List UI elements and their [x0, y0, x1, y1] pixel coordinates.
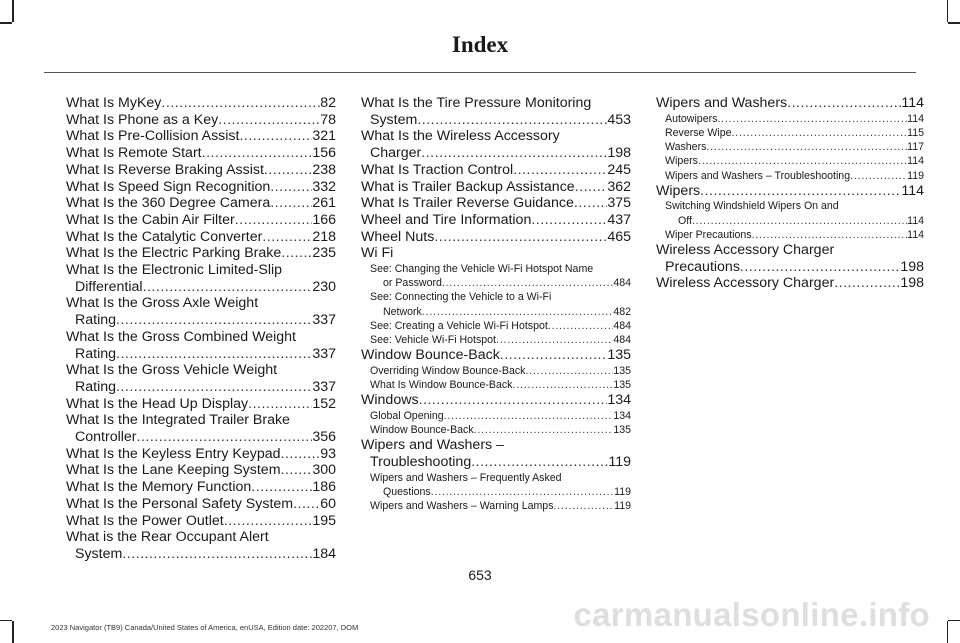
entry-text: What Is Pre-Collision Assist — [66, 128, 240, 145]
page-reference[interactable]: 135 — [613, 364, 631, 377]
page-reference[interactable]: 135 — [607, 347, 631, 364]
entry-text: Wipers and Washers – Frequently Asked — [370, 471, 562, 484]
index-entry — [361, 347, 631, 364]
index-entry — [66, 95, 336, 112]
entry-text: What Is the Wireless Accessory — [361, 128, 560, 145]
index-entry — [66, 179, 336, 196]
leader-dots — [740, 259, 900, 276]
index-entry — [361, 128, 631, 161]
entry-text: Window Bounce-Back — [370, 424, 474, 437]
crop-mark — [948, 620, 960, 622]
leader-dots — [752, 228, 908, 242]
entry-text: What is Trailer Backup Assistance — [361, 178, 575, 195]
leader-dots — [122, 546, 312, 563]
page-title: Index — [451, 32, 509, 57]
index-entry — [66, 529, 336, 562]
entry-text: Precautions — [665, 258, 740, 275]
index-subentry — [361, 499, 631, 513]
entry-text: What Is the 360 Degree Camera — [66, 195, 271, 212]
crop-mark — [12, 621, 14, 643]
entry-text: Off — [678, 214, 692, 227]
entry-text: Wipers and Washers — [656, 95, 788, 111]
leader-dots — [262, 229, 312, 246]
page-reference[interactable]: 437 — [607, 211, 631, 228]
index-entry — [361, 195, 631, 212]
entry-text: What Is the Electric Parking Brake — [66, 245, 282, 262]
index-entry — [66, 295, 336, 328]
entry-text: What Is Trailer Reverse Guidance — [361, 195, 574, 212]
index-entry — [66, 446, 336, 463]
leader-dots — [574, 195, 607, 212]
page-reference[interactable]: 465 — [607, 228, 631, 245]
leader-dots — [116, 312, 312, 329]
entry-text: System — [370, 111, 418, 128]
page-reference[interactable]: 135 — [613, 379, 631, 392]
leader-dots — [116, 346, 312, 363]
edition-note: 2023 Navigator (TB9) Canada/United States of America, enUSA, Edition date: 202207, DOM — [51, 623, 359, 632]
entry-text: Global Opening — [370, 410, 444, 423]
page-reference[interactable]: 114 — [907, 112, 924, 125]
leader-dots — [431, 485, 614, 499]
leader-dots — [442, 276, 613, 290]
entry-text: Wipers and Washers – Troubleshooting — [665, 169, 851, 182]
leader-dots — [137, 429, 313, 446]
index-entry — [361, 95, 631, 128]
leader-dots — [500, 347, 608, 364]
crop-mark — [0, 22, 12, 24]
index-entry — [66, 162, 336, 179]
page-reference[interactable]: 134 — [613, 410, 631, 423]
leader-dots — [419, 392, 608, 409]
page-reference[interactable]: 362 — [607, 178, 631, 195]
leader-dots — [513, 162, 607, 179]
page-reference[interactable]: 375 — [607, 195, 631, 212]
page-reference[interactable]: 119 — [614, 486, 631, 499]
entry-text: Rating — [75, 312, 117, 329]
page-reference[interactable]: 332 — [312, 178, 336, 195]
index-entry — [361, 392, 631, 409]
entry-text: What Is the Head Up Display — [66, 395, 249, 412]
entry-text: What Is the Gross Axle Weight — [66, 295, 259, 312]
entry-text: What Is the Tire Pressure Monitoring — [361, 95, 592, 111]
page-reference[interactable]: 115 — [907, 126, 924, 139]
index-entry — [361, 162, 631, 179]
crop-mark — [947, 0, 949, 22]
entry-text: Wheel and Tire Information — [361, 211, 532, 228]
entry-text: Wheel Nuts — [361, 228, 435, 245]
page-reference[interactable]: 60 — [320, 495, 336, 512]
watermark: carmanualsonline.info — [573, 596, 930, 633]
page-reference[interactable]: 484 — [613, 334, 631, 347]
leader-dots — [248, 396, 312, 413]
entry-text: What is the Rear Occupant Alert — [66, 529, 269, 546]
leader-dots — [251, 479, 312, 496]
page-reference[interactable]: 114 — [901, 95, 924, 111]
page-reference[interactable]: 119 — [608, 454, 631, 471]
index-subentry — [361, 364, 631, 378]
index-subentry — [656, 140, 924, 154]
index-entry — [66, 412, 336, 445]
page-reference[interactable]: 195 — [312, 512, 336, 529]
leader-dots — [235, 212, 313, 229]
page-reference[interactable]: 119 — [614, 500, 631, 513]
leader-dots — [496, 333, 613, 347]
index-entry — [66, 212, 336, 229]
index-entry — [66, 496, 336, 513]
page-reference[interactable]: 218 — [312, 228, 336, 245]
page-reference[interactable]: 261 — [312, 195, 336, 212]
page-reference[interactable]: 321 — [312, 128, 336, 145]
page-reference[interactable]: 198 — [900, 275, 924, 292]
page-reference[interactable]: 235 — [312, 245, 336, 262]
index-entry — [66, 462, 336, 479]
page-reference[interactable]: 453 — [607, 111, 631, 128]
leader-dots — [471, 454, 608, 471]
entry-text: What Is the Integrated Trailer Brake — [66, 412, 290, 429]
entry-text: Wi Fi — [361, 245, 394, 262]
entry-text: What Is the Lane Keeping System — [66, 462, 281, 479]
leader-dots — [850, 169, 907, 183]
index-subentry — [361, 471, 631, 499]
index-subentry — [656, 199, 924, 227]
page-reference[interactable]: 337 — [312, 312, 336, 329]
entry-text: Wipers — [656, 182, 701, 199]
page-number: 653 — [468, 567, 492, 583]
entry-text: What Is Remote Start — [66, 145, 202, 162]
leader-dots — [554, 499, 615, 513]
page-reference[interactable]: 135 — [613, 424, 631, 437]
index-entry — [66, 128, 336, 145]
index-entry — [656, 95, 924, 112]
entry-text: What Is the Keyless Entry Keypad — [66, 445, 281, 462]
entry-text: Rating — [75, 378, 117, 395]
page-reference[interactable]: 78 — [320, 111, 336, 128]
crop-mark — [947, 621, 949, 643]
leader-dots — [421, 145, 607, 162]
leader-dots — [218, 112, 320, 129]
entry-text: See: Creating a Vehicle Wi-Fi Hotspot — [370, 319, 548, 332]
page-reference[interactable]: 198 — [900, 258, 924, 275]
entry-text: What Is Reverse Braking Assist — [66, 161, 264, 178]
leader-dots — [281, 446, 321, 463]
index-entry — [656, 242, 924, 275]
page-reference[interactable]: 156 — [312, 145, 336, 162]
page-reference[interactable]: 152 — [312, 395, 336, 412]
leader-dots — [525, 364, 613, 378]
crop-mark — [948, 22, 960, 24]
leader-dots — [417, 112, 607, 129]
entry-text: Switching Windshield Wipers On and — [665, 200, 839, 213]
page-reference[interactable]: 482 — [613, 305, 631, 318]
index-entry — [66, 329, 336, 362]
leader-dots — [512, 378, 613, 392]
page-reference[interactable]: 198 — [607, 145, 631, 162]
index-column-3 — [656, 95, 924, 292]
index-column-1 — [66, 95, 336, 563]
entry-text: What Is the Cabin Air Filter — [66, 211, 235, 228]
index-subentry — [361, 333, 631, 347]
page-reference[interactable]: 114 — [907, 155, 924, 168]
index-subentry — [656, 169, 924, 183]
leader-dots — [444, 409, 614, 423]
page-reference[interactable]: 114 — [901, 182, 924, 199]
entry-text: What Is Phone as a Key — [66, 111, 219, 128]
page-reference[interactable]: 238 — [312, 161, 336, 178]
entry-text: Wireless Accessory Charger — [656, 242, 835, 259]
entry-text: Autowipers — [665, 112, 718, 125]
index-subentry — [656, 228, 924, 242]
page-reference[interactable]: 93 — [320, 445, 336, 462]
leader-dots — [224, 513, 313, 530]
entry-text: What Is the Electronic Limited-Slip — [66, 262, 283, 279]
page-reference[interactable]: 337 — [312, 345, 336, 362]
leader-dots — [293, 496, 320, 513]
page-reference[interactable]: 484 — [613, 277, 631, 290]
leader-dots — [161, 95, 320, 112]
entry-text: Troubleshooting — [370, 454, 472, 471]
entry-text: Reverse Wipe — [665, 126, 732, 139]
index-subentry — [656, 112, 924, 126]
entry-text: Questions — [383, 486, 431, 499]
page-reference[interactable]: 119 — [907, 169, 924, 182]
index-entry — [66, 195, 336, 212]
leader-dots — [717, 112, 907, 126]
leader-dots — [202, 145, 313, 162]
index-entry — [361, 212, 631, 229]
entry-text: What Is the Power Outlet — [66, 512, 224, 529]
page-reference[interactable]: 300 — [312, 462, 336, 479]
index-entry — [66, 262, 336, 295]
entry-text: Overriding Window Bounce-Back — [370, 364, 526, 377]
leader-dots — [732, 126, 908, 140]
index-entry — [361, 437, 631, 470]
entry-text: What Is Traction Control — [361, 161, 514, 178]
entry-text: Network — [383, 305, 422, 318]
page-reference[interactable]: 245 — [607, 161, 631, 178]
leader-dots — [422, 305, 613, 319]
leader-dots — [264, 162, 312, 179]
index-subentry — [361, 409, 631, 423]
entry-text: What Is the Memory Function — [66, 479, 252, 496]
entry-text: System — [75, 545, 123, 562]
header-rule — [44, 72, 916, 73]
crop-mark — [12, 0, 14, 22]
entry-text: What Is MyKey — [66, 95, 162, 111]
page-reference[interactable]: 230 — [312, 278, 336, 295]
page-reference[interactable]: 114 — [907, 214, 924, 227]
index-entry — [66, 145, 336, 162]
index-entry — [361, 245, 631, 262]
page-reference[interactable]: 186 — [312, 479, 336, 496]
entry-text: What Is the Gross Vehicle Weight — [66, 362, 278, 379]
leader-dots — [434, 229, 607, 246]
entry-text: Charger — [370, 145, 422, 162]
index-subentry — [361, 378, 631, 392]
index-entry — [66, 112, 336, 129]
index-entry — [66, 479, 336, 496]
leader-dots — [787, 95, 901, 112]
leader-dots — [698, 154, 907, 168]
entry-text: What Is the Personal Safety System — [66, 495, 294, 512]
index-entry — [656, 183, 924, 200]
entry-text: See: Vehicle Wi-Fi Hotspot — [370, 334, 496, 347]
page-reference[interactable]: 82 — [320, 95, 336, 111]
entry-text: Wipers — [665, 155, 698, 168]
index-subentry — [361, 319, 631, 333]
page-reference[interactable]: 114 — [907, 228, 924, 241]
entry-text: See: Connecting the Vehicle to a Wi-Fi — [370, 291, 552, 304]
page-reference[interactable]: 134 — [607, 392, 631, 409]
index-entry — [361, 179, 631, 196]
leader-dots — [692, 214, 907, 228]
page-reference[interactable]: 337 — [312, 378, 336, 395]
entry-text: Rating — [75, 345, 117, 362]
leader-dots — [270, 195, 312, 212]
page-reference[interactable]: 166 — [312, 211, 336, 228]
leader-dots — [239, 128, 312, 145]
leader-dots — [834, 275, 900, 292]
index-entry — [66, 362, 336, 395]
index-subentry — [656, 154, 924, 168]
entry-text: Differential — [75, 278, 143, 295]
index-column-2 — [361, 95, 631, 513]
entry-text: Controller — [75, 429, 137, 446]
index-entry — [66, 245, 336, 262]
page-reference[interactable]: 356 — [312, 429, 336, 446]
entry-text: Windows — [361, 392, 419, 409]
leader-dots — [575, 179, 608, 196]
entry-text: What Is the Gross Combined Weight — [66, 328, 296, 345]
entry-text: What Is the Catalytic Converter — [66, 228, 263, 245]
leader-dots — [474, 423, 614, 437]
entry-text: Window Bounce-Back — [361, 347, 500, 364]
leader-dots — [143, 279, 313, 296]
entry-text: See: Changing the Vehicle Wi-Fi Hotspot Name — [370, 263, 594, 276]
entry-text: Wiper Precautions — [665, 228, 752, 241]
entry-text: Wireless Accessory Charger — [656, 275, 835, 292]
leader-dots — [281, 462, 313, 479]
index-entry — [656, 275, 924, 292]
entry-text: Washers — [665, 141, 707, 154]
index-subentry — [361, 262, 631, 290]
leader-dots — [270, 179, 312, 196]
leader-dots — [281, 245, 312, 262]
index-entry — [66, 229, 336, 246]
entry-text: What Is Window Bounce-Back — [370, 379, 513, 392]
page-reference[interactable]: 484 — [613, 319, 631, 332]
entry-text: or Password — [383, 277, 442, 290]
entry-text: What Is Speed Sign Recognition — [66, 178, 271, 195]
page-reference[interactable]: 184 — [312, 545, 336, 562]
index-subentry — [361, 290, 631, 318]
crop-mark — [0, 620, 12, 622]
index-entry — [66, 396, 336, 413]
leader-dots — [548, 319, 613, 333]
leader-dots — [116, 379, 312, 396]
page-reference[interactable]: 117 — [907, 141, 924, 154]
leader-dots — [531, 212, 607, 229]
entry-text: Wipers and Washers – Warning Lamps — [370, 500, 554, 513]
entry-text: Wipers and Washers – — [361, 437, 504, 454]
index-subentry — [656, 126, 924, 140]
index-entry — [66, 513, 336, 530]
leader-dots — [706, 140, 907, 154]
leader-dots — [700, 183, 901, 200]
index-subentry — [361, 423, 631, 437]
index-entry — [361, 229, 631, 246]
